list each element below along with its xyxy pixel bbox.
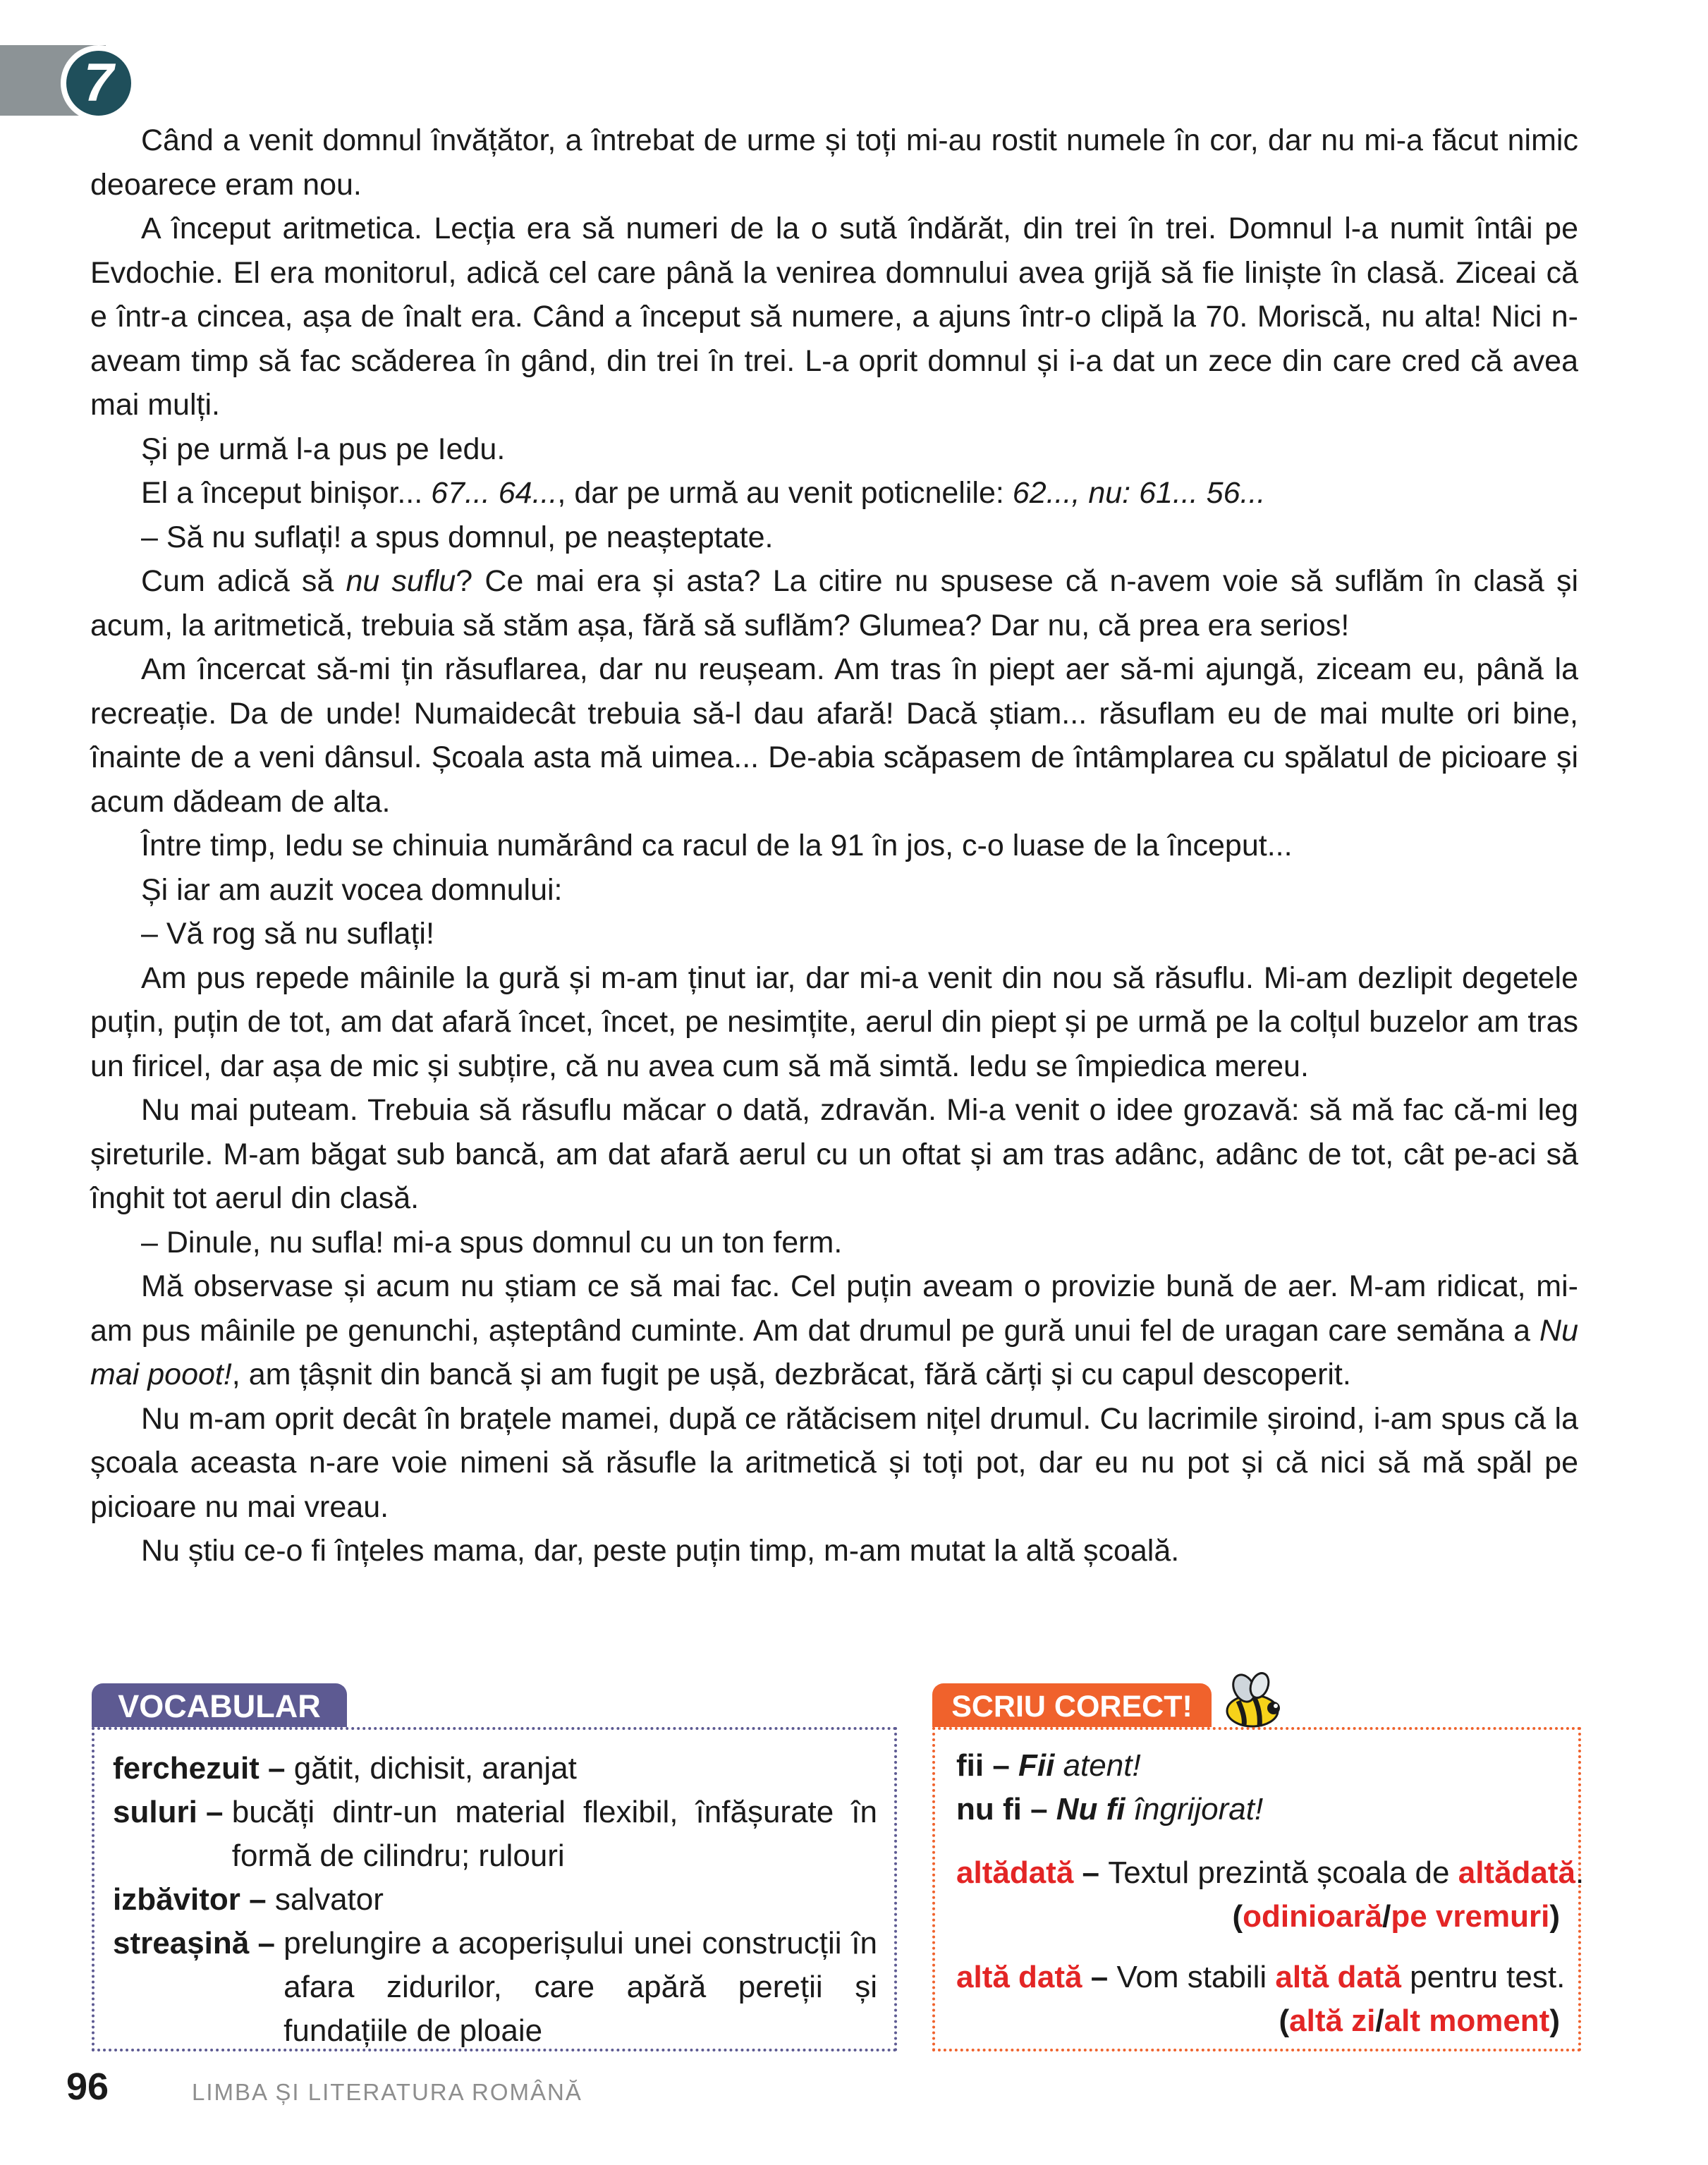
book-title: LIMBA ȘI LITERATURA ROMÂNĂ bbox=[192, 2079, 582, 2105]
slash: / bbox=[1375, 2004, 1384, 2038]
paragraph: Nu mai puteam. Trebuia să răsuflu măcar o dată, zdravăn. Mi-a venit o idee grozavă: să mă fac că-mi leg șireturile. M-am băgat sub bancă, am dat afară aerul cu un oftat și am tras adânc, adânc de tot, cât pe-aci să înghit tot aerul din clasă. bbox=[90, 1093, 1578, 1215]
vocab-dash: – bbox=[197, 1795, 232, 1829]
synonym-line bbox=[956, 1999, 1560, 2043]
paragraph: Nu m-am oprit decât în brațele mamei, după ce rătăcisem nițel drumul. Cu lacrimile șiroind, i-am spus că la școala aceasta n-are voie nimeni să răsufle la aritmetică și toți pot, dar eu nu pot și că nici să mă spăl pe picioare nu mai vreau. bbox=[90, 1401, 1578, 1524]
paragraph: Nu știu ce-o fi înțeles mama, dar, peste puțin timp, m-am mutat la altă școală. bbox=[141, 1534, 1180, 1568]
example-red: altă dată bbox=[1275, 1960, 1401, 1994]
vocab-dash: – bbox=[249, 1926, 284, 1960]
synonym: alt moment bbox=[1384, 2004, 1550, 2038]
example-text: Vom stabili bbox=[1116, 1960, 1276, 1994]
rule-word: fii bbox=[956, 1748, 984, 1783]
paragraph: A început aritmetica. Lecția era să numeri de la o sută îndărăt, din trei în trei. Domnul l-a numit întâi pe Evdochie. El era monitorul, adică cel care până la venirea domnului avea grijă să fie liniște în clasă. Ziceai că e într-a cincea, așa de înalt era. Când a început să numere, a ajuns într-o clipă la 70. Moriscă, nu alta! Nici n-aveam timp să fac scăderea în gând, din trei în trei. L-a oprit domnul și i-a dat un zece din care cred că avea mai mulți. bbox=[90, 212, 1578, 422]
synonym: pe vremuri bbox=[1391, 1899, 1550, 1934]
vocab-term-text: ferchezuit bbox=[113, 1751, 260, 1786]
text-run: El a început binișor... bbox=[141, 476, 432, 510]
synonym: odinioară bbox=[1243, 1899, 1383, 1934]
example-bold: Nu fi bbox=[1056, 1792, 1126, 1826]
example-text: Textul prezintă școala de bbox=[1108, 1855, 1458, 1890]
example-rest: îngrijorat! bbox=[1125, 1792, 1264, 1826]
text-run: Cum adică să bbox=[141, 564, 346, 598]
example-end: pentru test. bbox=[1401, 1960, 1566, 1994]
vocabular-title: VOCABULAR bbox=[118, 1688, 321, 1724]
paragraph: Între timp, Iedu se chinuia numărând ca racul de la 91 în jos, c-o luase de la început... bbox=[141, 829, 1293, 862]
chapter-number: 7 bbox=[83, 53, 114, 113]
paren-close: ) bbox=[1549, 2004, 1560, 2038]
text-run: Mă observase și acum nu știam ce să mai fac. Cel puțin aveam o provizie bună de aer. M-am ridicat, mi-am pus mâinile pe genunchi, așteptând cuminte. Am dat drumul pe gură unui fel de uragan care semăna a bbox=[90, 1269, 1578, 1348]
dash: – bbox=[1073, 1855, 1109, 1890]
text-run: , dar pe urmă au venit poticnelile: bbox=[557, 476, 1013, 510]
paren-open: ( bbox=[1279, 2004, 1290, 2038]
synonym-line bbox=[956, 1895, 1560, 1939]
vocab-definition: prelungire a acoperișului unei construcții în afara zidurilor, care apără pereții și fundațiile de ploaie bbox=[283, 1926, 877, 2048]
vocab-definition: bucăți dintr-un material flexibil, înfășurate în formă de cilindru; rulouri bbox=[231, 1795, 877, 1873]
text-run-italic: 62..., nu: 61... 56... bbox=[1012, 476, 1266, 510]
vocab-term-text: streașină bbox=[113, 1926, 250, 1960]
scriu-corect-box bbox=[932, 1727, 1585, 2051]
vocab-definition: salvator bbox=[274, 1882, 384, 1917]
vocab-dash: – bbox=[240, 1882, 275, 1917]
synonym: altă zi bbox=[1289, 2004, 1376, 2038]
dash: – bbox=[1021, 1792, 1056, 1826]
vocab-dash: – bbox=[259, 1751, 294, 1786]
text-run: , am țâșnit din bancă și am fugit pe ușă, dezbrăcat, fără cărți și cu capul descoperit. bbox=[231, 1358, 1351, 1391]
paragraph: – Să nu suflați! a spus domnul, pe neașteptate. bbox=[141, 520, 774, 554]
story-text bbox=[90, 118, 1578, 1573]
rule-line bbox=[956, 1956, 1566, 1999]
example-bold: Fii bbox=[1018, 1748, 1055, 1783]
dash: – bbox=[984, 1748, 1019, 1783]
text-run-italic: 67... 64... bbox=[431, 476, 558, 510]
example-end: . bbox=[1575, 1855, 1585, 1890]
vocab-term bbox=[113, 1791, 232, 1878]
dash: – bbox=[1082, 1960, 1117, 1994]
chapter-number-badge bbox=[61, 45, 137, 121]
paragraph bbox=[90, 1264, 1578, 1397]
paragraph bbox=[90, 471, 1578, 516]
example-rest: atent! bbox=[1054, 1748, 1141, 1783]
paragraph: – Dinule, nu sufla! mi-a spus domnul cu un ton ferm. bbox=[141, 1225, 843, 1260]
vocab-entry bbox=[113, 1878, 877, 1922]
vocab-term bbox=[113, 1922, 283, 2053]
rule-word-red: altădată bbox=[956, 1855, 1074, 1890]
text-run-italic: Nu mai pooot! bbox=[90, 1313, 1578, 1391]
vocabular-box bbox=[92, 1727, 897, 2051]
rule-line bbox=[956, 1788, 1560, 1831]
rule-line bbox=[956, 1744, 1560, 1788]
paragraph bbox=[90, 559, 1578, 647]
scriu-corect-title: SCRIU CORECT! bbox=[951, 1690, 1192, 1724]
paragraph: Am încercat să-mi țin răsuflarea, dar nu reușeam. Am tras în piept aer să-mi ajungă, ziceam eu, până la recreație. Da de unde! Numaidecât trebuia să-l dau afară! Dacă știam... răsuflam eu de mai multe ori bine, înainte de a veni dânsul. Școala asta mă uimea... De-abia scăpasem de întâmplarea cu spălatul de picioare și acum dădeam de alta. bbox=[90, 652, 1578, 819]
rule-line bbox=[956, 1851, 1585, 1895]
paragraph: Când a venit domnul învățător, a întrebat de urme și toți mi-au rostit numele în cor, dar nu mi-a făcut nimic deoarece eram nou. bbox=[90, 123, 1578, 202]
rule-word: nu fi bbox=[956, 1792, 1022, 1826]
paragraph: Și iar am auzit vocea domnului: bbox=[141, 872, 563, 907]
paren-open: ( bbox=[1232, 1899, 1243, 1934]
paragraph: Și pe urmă l-a pus pe Iedu. bbox=[141, 432, 506, 466]
text-run-italic: nu suflu bbox=[346, 564, 456, 598]
paragraph: Am pus repede mâinile la gură și m-am ținut iar, dar mi-a venit din nou să răsuflu. Mi-am dezlipit degetele puțin, puțin de tot, am dat afară încet, încet, pe nesimțite, aerul din piept și pe urmă pe la colțul buzelor am tras un firicel, dar așa de mic și subțire, că nu avea cum să mă simtă. Iedu se împiedica mereu. bbox=[90, 960, 1578, 1083]
vocab-term-text: suluri bbox=[113, 1795, 197, 1829]
vocab-definition: gătit, dichisit, aranjat bbox=[293, 1751, 577, 1786]
vocab-entry bbox=[113, 1747, 877, 1791]
slash: / bbox=[1382, 1899, 1391, 1934]
vocab-term-text: izbăvitor bbox=[113, 1882, 240, 1917]
scriu-corect-header bbox=[932, 1683, 1212, 1727]
bee-icon bbox=[1217, 1667, 1285, 1735]
vocab-term bbox=[113, 1878, 275, 1922]
vocab-entry bbox=[113, 1922, 877, 2053]
text-run: ? Ce mai era și asta? La citire nu spusese că n-avem voie să suflăm în clasă și acum, la aritmetică, trebuia să stăm așa, fără să suflăm? Glumea? Dar nu, că prea era serios! bbox=[90, 564, 1578, 642]
page-number: 96 bbox=[66, 2066, 109, 2108]
paragraph: – Vă rog să nu suflați! bbox=[141, 917, 434, 951]
vocabular-header bbox=[92, 1683, 347, 1727]
vocab-term bbox=[113, 1747, 294, 1791]
example-red: altădată bbox=[1458, 1855, 1576, 1890]
paren-close: ) bbox=[1549, 1899, 1560, 1934]
rule-word-red: altă dată bbox=[956, 1960, 1082, 1994]
vocab-entry bbox=[113, 1791, 877, 1878]
